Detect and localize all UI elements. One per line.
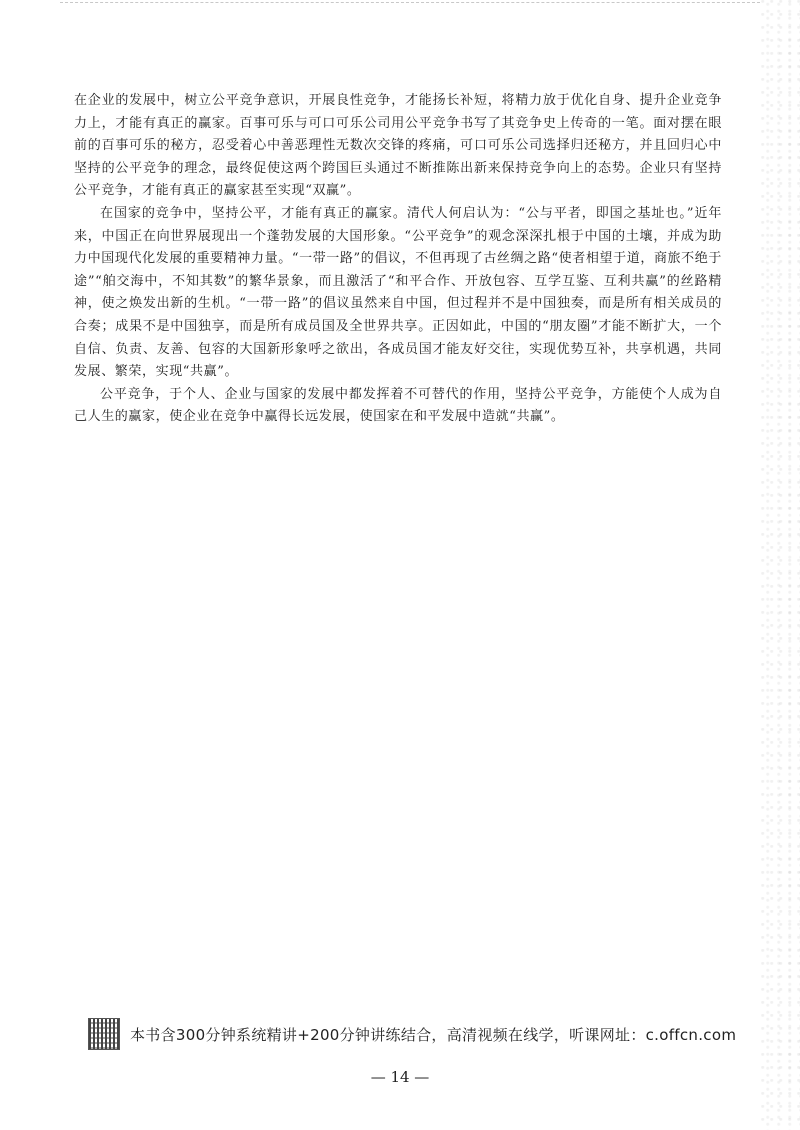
paragraph-enterprise: 在企业的发展中，树立公平竞争意识，开展良性竞争，才能扬长补短，将精力放于优化自身、提升企业竞争力上，才能有真正的赢家。百事可乐与可口可乐公司用公平竞争书写了其竞争史上传奇的一笔。面对摆在眼前的百事可乐的秘方，忍受着心中善恶理性无数次交锋的疼痛，可口可乐公司选择归还秘方，并且回归心中坚持的公平竞争的理念，最终促使这两个跨国巨头通过不断推陈出新来保持竞争向上的态势。企业只有坚持公平竞争，才能有真正的赢家甚至实现“双赢”。 (74, 93, 722, 199)
promo-text: 本书含300分钟系统精讲+200分钟讲练结合，高清视频在线学，听课网址：c.offcn.com (130, 1025, 737, 1044)
qr-code-icon (88, 1018, 120, 1050)
article-body (74, 90, 722, 429)
scan-edge-noise (760, 0, 800, 1130)
scan-top-rule (60, 2, 760, 3)
paragraph-nation: 在国家的竞争中，坚持公平，才能有真正的赢家。清代人何启认为：“公与平者，即国之基址也。”近年来，中国正在向世界展现出一个蓬勃发展的大国形象。“公平竞争”的观念深深扎根于中国的土壤，并成为助力中国现代化发展的重要精神力量。“一带一路”的倡议，不但再现了古丝绸之路“使者相望于道，商旅不绝于途”“舶交海中，不知其数”的繁华景象，而且激活了“和平合作、开放包容、互学互鉴、互利共赢”的丝路精神，使之焕发出新的生机。“一带一路”的倡议虽然来自中国，但过程并不是中国独奏，而是所有相关成员的合奏；成果不是中国独享，而是所有成员国及全世界共享。正因如此，中国的“朋友圈”才能不断扩大，一个自信、负责、友善、包容的大国新形象呼之欲出，各成员国才能友好交往，实现优势互补，共享机遇，共同发展、繁荣，实现“共赢”。 (74, 205, 722, 380)
page-number: — 14 — (370, 1068, 430, 1086)
footer-promo (88, 1017, 736, 1051)
paragraph-conclusion: 公平竞争，于个人、企业与国家的发展中都发挥着不可替代的作用，坚持公平竞争，方能使个人成为自己人生的赢家，使企业在竞争中赢得长远发展，使国家在和平发展中造就“共赢”。 (74, 386, 722, 425)
